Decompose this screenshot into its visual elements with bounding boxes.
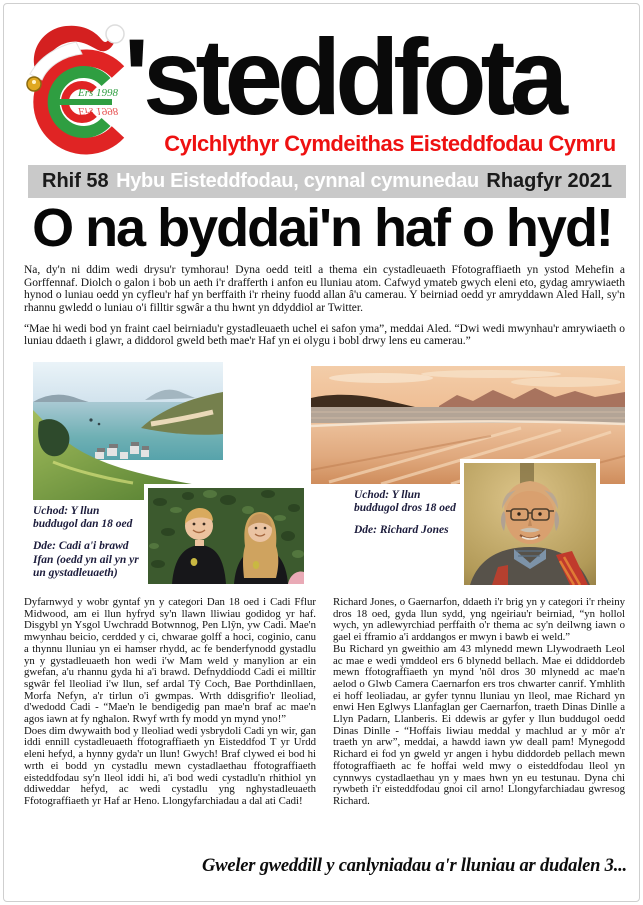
- logo-established-reflection: Ers 1998: [78, 105, 119, 117]
- continued-on-page-note: Gweler gweddill y canlyniadau a'r lluniau ar dudalen 3...: [202, 856, 627, 876]
- caption-under18: [33, 505, 141, 589]
- photo-richard-jones: [460, 459, 600, 589]
- caption-line: Dde: Cadi a'i brawd Ifan (oedd yn ail yn yr un gystadleuaeth): [33, 540, 139, 579]
- photo-cadi-ifan: [144, 484, 308, 588]
- caption-line: Uchod: Y llun buddugol dros 18 oed: [354, 489, 456, 515]
- column-left: [24, 597, 316, 808]
- intro-paragraph: “Mae hi wedi bod yn fraint cael beirniadu'r gystadleuaeth uchel ei safon yma”, meddai Aled. “Dwi wedi mwynhau'r amrywiaeth o luniau ddaeth i glawr, a diddorol gweld beth mae'r Haf yn ei olygu i bobl drwy lens eu camerau.”: [24, 322, 625, 348]
- intro-text: [24, 264, 625, 356]
- issue-number: Rhif 58: [42, 170, 109, 192]
- article-paragraph: Richard Jones, o Gaernarfon, ddaeth i'r brig yn y categori i'r rheiny dros 18 oed, gyda llun sydd, yng ngeiriau'r beirniad, “yn hollol wych, yn adlewyrchiad perffaith o'r thema ac sy'n deilwng iawn o gael ei fframio a'i arddangos er mwyn i bawb ei weld.”: [333, 596, 625, 644]
- article-paragraph: Does dim dwywaith bod y lleoliad wedi ysbrydoli Cadi yn wir, gan iddi ennill cystadleuaeth ffotograffiaeth yn Eisteddfod T yr Urdd eleni hefyd, a hynny gyda'r un llun! Gwych! Braf clywed ei bod hi wrth ei bodd yn cystadlu mewn cystadlaethau ffotograffiaeth eisteddfodau sy'n lleol iddi hi, a'i bod wedi cystadlu'n rhithiol yn ddiweddar hefyd, ac wedi cystadlu yng nghystadleuaeth Ffotograffiaeth yr Haf ar Heno. Llongyfarchiadau a dal ati Cadi!: [24, 724, 316, 807]
- column-right: [333, 597, 625, 808]
- intro-paragraph: Na, dy'n ni ddim wedi drysu'r tymhorau! Dyna oedd teitl a thema ein cystadleuaeth Ffotograffiaeth yn ystod Mehefin a Gorffennaf. Diolch o galon i bob un aeth i'r drafferth i anfon eu lluniau atom. Cafwyd ymateb gwych eleni eto, gydag amrywiaeth hynod o luniau oedd yn cyfleu'r haf yn berffaith i'r rheiny fuodd allan â'u camerau. Y beirniad oedd yr amryddawn Aled Hall, sy'n rhannu gwledd o luniau o'i filltir sgwâr a thu hwnt yn ddyddiol ar Twitter.: [24, 264, 625, 314]
- caption-over18: [354, 489, 466, 547]
- newsletter-subtitle: Cylchlythyr Cymdeithas Eisteddfodau Cymru: [164, 131, 616, 156]
- logo-crossbar: [56, 99, 112, 105]
- newsletter-title: 'steddfota: [124, 16, 563, 137]
- society-logo: [14, 16, 136, 160]
- hat-pompom: [106, 25, 124, 43]
- article-paragraph: Dyfarnwyd y wobr gyntaf yn y categori Dan 18 oed i Cadi Fflur Midwood, am ei llun hyfryd sy'n llawn lliwiau godidog yr haf. Disgybl yn Ysgol Uwchradd Botwnnog, Pen Llŷn, yw Cadi. Mae'n mwynhau beicio, cerdded y ci, chwarae golff a hoci, coginio, canu a thynnu lluniau yn ei hamser rhydd, ac fe benderfynodd gystadlu yn y gystadleuaeth hon wedi i'w Mam weld y manylion ar ein gwefan, a'u rhannu gyda hi a'i brawd. Defnyddiodd Cadi ei milltir sgwâr fel lleoliad i'w llun, sef ardal Tŷ Coch, Bae Porthdinllaen, Morfa Nefyn, a'r tirlun o'i gwmpas. Wrth ddisgrifio'r lleoliad, d'wedodd Cadi - “Mae'n le bendigedig pan mae'n braf ac mae'n agos iawn at fy nghalon. Rwyf wrth fy modd yn mynd yno!”: [24, 596, 316, 726]
- issue-date: Rhagfyr 2021: [486, 170, 612, 192]
- logo-established-text: Ers 1998: [78, 87, 119, 99]
- caption-line: Dde: Richard Jones: [354, 524, 449, 537]
- photo-bay-landscape: [33, 362, 223, 500]
- page-headline: O na byddai'n haf o hyd!: [32, 198, 612, 258]
- article-paragraph: Bu Richard yn gweithio am 43 mlynedd mewn Llywodraeth Leol ac mae e wedi ymddeol ers 6 blynedd bellach. Mae ei ddiddordeb mewn ffotograffiaeth yn mynd 'nôl dros 30 mlynedd ac mae'n aelod o Glwb Camera Caernarfon ers tros chwarter canrif. Ymhlith ei hoff leoliadau, ar gyfer tynnu lluniau yn lleol, mae Richard yn enwi Hen Eglwys Llanfaglan ger Caernarfon, traeth Dinas Dinlle a Llyn Padarn, Llanberis. Ei ddewis ar gyfer y llun buddugol oedd Dinas Dinlle - “Hoffais liwiau meddal y machlud ar y môr a'r traeth yn arw”, meddai, a hawdd iawn yw deall pam! Mynegodd Richard ei fod yn gweld yr angen i hybu diddordeb pellach mewn ffotograffiaeth ac fe hoffai weld mwy o eisteddfodau lleol yn cynnwys cystadlaethau yn y maes hwn yn eu testunau. Dyna chi rywbeth i'r eisteddfodau gnoi cil arno! Llongyfarchiadau gwresog Richard.: [333, 642, 625, 807]
- issue-slogan: Hybu Eisteddfodau, cynnal cymunedau: [116, 170, 479, 192]
- issue-bar: [28, 165, 626, 198]
- article-columns: [24, 597, 625, 808]
- caption-line: Uchod: Y llun buddugol dan 18 oed: [33, 505, 133, 531]
